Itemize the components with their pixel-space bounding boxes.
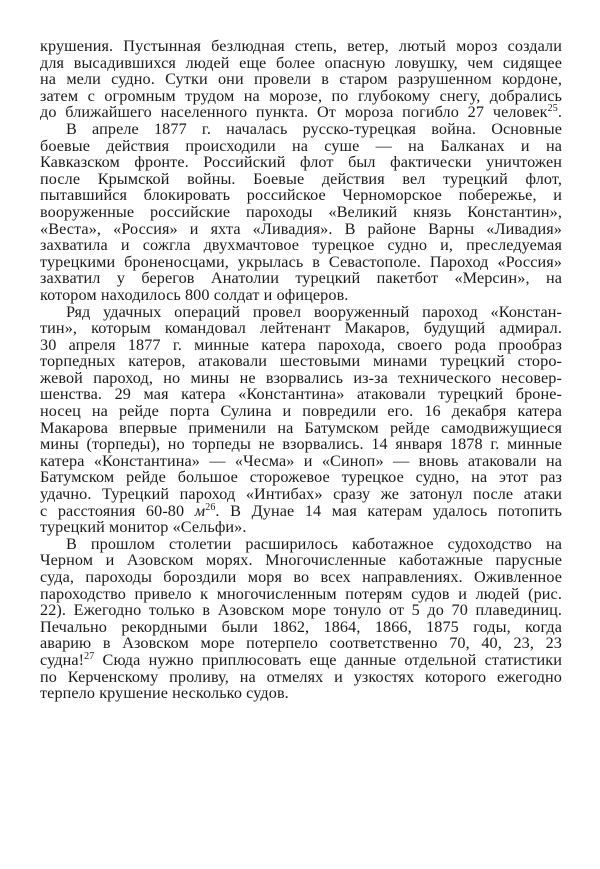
text-line: Батумском рейде большое сторожевое турецкое судно, на этот раз — [40, 468, 562, 487]
text-line: Ряд удачных операций провел вооруженный пароход «Констан- — [66, 302, 562, 321]
text-line: пароходство привело к многочисленным потерям судов и людей (рис. — [40, 584, 562, 603]
paragraph-3 — [40, 304, 562, 536]
text-span: до ближайшего населенного пункта. От мороза погибло 27 человек — [40, 103, 548, 122]
text-line: боевые действия происходили на суше — на Балканах и на — [40, 136, 562, 155]
text-line — [40, 652, 562, 669]
text-line: крушения. Пустынная безлюдная степь, ветер, лютый мороз создали — [40, 37, 562, 55]
text-line: В прошлом столетии расширилось каботажное судоходство на — [66, 534, 562, 553]
text-span: с расстояния 60-80 — [40, 501, 195, 520]
text-line: захватил у берегов Анатолии турецкий пакетбот «Мерсин», на — [40, 269, 562, 288]
text-line: 22). Ежегодно только в Азовском море тонуло от 5 до 70 плавединиц. — [40, 601, 562, 620]
text-line: 30 апреля 1877 г. минные катера парохода, своего рода прообраз — [40, 335, 562, 354]
text-line: затем с огромным трудом на морозе, по глубокому снегу, добрались — [40, 86, 562, 105]
paragraph-4 — [40, 536, 562, 702]
text-span: Сюда нужно приплюсовать еще данные отдельной статистики — [94, 650, 562, 669]
text-line: мины (торпеды), но торпеды не взорвались. 14 января 1878 г. минные — [40, 435, 562, 454]
footnote-ref-27: 27 — [84, 650, 95, 662]
text-span: . В Дунае 14 мая катерам удалось потопить — [215, 501, 562, 520]
footnote-ref-26: 26 — [205, 501, 216, 513]
text-line: Печально рекордными были 1862, 1864, 1866, 1875 годы, когда — [40, 617, 562, 636]
text-line: турецкий монитор «Сельфи». — [40, 518, 247, 537]
text-line: В апреле 1877 г. началась русско-турецкая война. Основные — [66, 119, 562, 138]
text-line: шенства. 29 мая катера «Константина» атаковали турецкий броне- — [40, 385, 562, 404]
paragraph-1 — [40, 38, 562, 121]
document-page — [40, 38, 562, 702]
text-span: судна! — [40, 650, 85, 669]
text-line — [40, 503, 562, 520]
text-line: для высадившихся людей еще более опасную ловушку, чем сидящее — [40, 53, 562, 72]
text-line: аварию в Азовском море потерпело соответственно 70, 40, 23, 23 — [40, 634, 562, 653]
text-line: удачно. Турецкий пароход «Интибах» сразу же затонул после атаки — [40, 485, 562, 504]
text-line: жевой пароход, но мины не взорвались из-за технического несовер- — [40, 368, 562, 387]
text-line: терпело крушение несколько судов. — [40, 684, 289, 703]
footnote-ref-25: 25 — [547, 103, 558, 115]
text-line: Макарова впервые применили на Батумском рейде самодвижущиеся — [40, 418, 562, 437]
paragraph-2 — [40, 121, 562, 304]
text-line: пытавшийся блокировать российское Черноморское побережье, и — [40, 186, 562, 205]
text-line: носец на рейде порта Сулина и повредили его. 16 декабря катера — [40, 402, 562, 421]
text-line: катера «Константина» — «Чесма» и «Синоп» — вновь атаковали на — [40, 451, 562, 470]
text-line: вооруженные российские пароходы «Великий князь Константин», — [40, 202, 562, 221]
text-line: на мели судно. Сутки они провели в старом разрушенном кордоне, — [40, 70, 562, 89]
text-line: суда, пароходы бороздили моря во всех направлениях. Оживленное — [40, 568, 562, 586]
text-line: торпедных катеров, атаковали шестовыми минами турецкий сторо- — [40, 352, 562, 371]
text-line: Черном и Азовском морях. Многочисленные каботажные парусные — [40, 551, 562, 570]
text-span: . — [557, 103, 562, 122]
text-line: после Крымской войны. Боевые действия вел турецкий флот, — [40, 169, 562, 188]
unit-meters: м — [194, 501, 206, 520]
text-line: тин», которым командовал лейтенант Макаров, будущий адмирал. — [40, 319, 562, 338]
text-line: захватила и сожгла двухмачтовое турецкое судно и, преследуемая — [40, 236, 562, 255]
text-line: «Веста», «Россия» и яхта «Ливадия». В районе Варны «Ливадия» — [40, 219, 562, 238]
text-line — [40, 104, 562, 121]
text-line: котором находилось 800 солдат и офицеров. — [40, 285, 349, 304]
text-line: турецкими броненосцами, укрылась в Севастополе. Пароход «Россия» — [40, 252, 562, 271]
text-line: Кавказском фронте. Российский флот был фактически уничтожен — [40, 153, 562, 172]
text-line: по Керченскому проливу, на отмелях и узкостях которого ежегодно — [40, 667, 562, 686]
